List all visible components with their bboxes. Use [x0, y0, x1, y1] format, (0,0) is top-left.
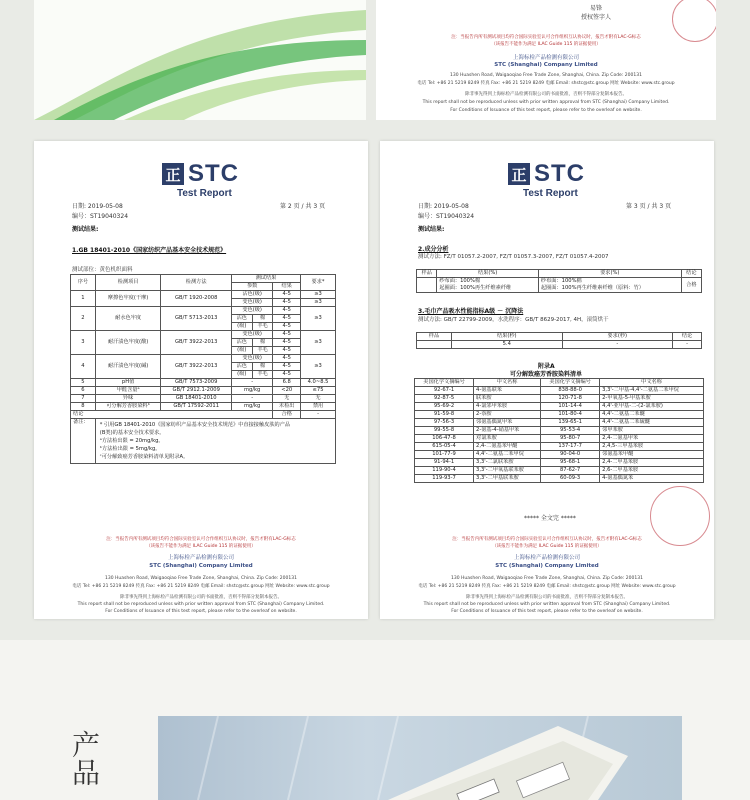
- conditions-note: For Conditions of Issuance of this test report, please refer to the overleaf on website.: [451, 609, 643, 614]
- amine-name: 邻氨基苯甲醚: [600, 451, 704, 459]
- table-row: [415, 475, 704, 483]
- stc-logo-text: STC: [534, 160, 585, 187]
- note-line: (B类)的基本安全技术要求。: [99, 430, 165, 436]
- cas-number: 99-55-8: [415, 427, 474, 435]
- product-photo: [158, 716, 682, 800]
- cas-number: 95-68-1: [541, 459, 600, 467]
- amine-name: 2-氨基-4-硝基甲苯: [474, 427, 541, 435]
- cell-line: 纱布面：100%棉: [439, 278, 481, 284]
- cell: 棉: [252, 339, 273, 347]
- signer-name: 易锋: [590, 5, 603, 12]
- notice-red: 注：当报告内所有测试项目均符合国际实验室认可合作组织互认协议时，报告才附有LAC-G标志: [106, 537, 296, 542]
- amine-name: 2,4-二甲基苯胺: [600, 459, 704, 467]
- header-name: 中文名称: [600, 379, 704, 387]
- report-date: 日期: 2019-05-08: [418, 203, 469, 210]
- table-row: [417, 278, 702, 293]
- cell: ≥3: [301, 299, 336, 307]
- copyright-cn: 除非事先得到上海标检产品检测有限公司的书面批准，否则不得部分复制本报告。: [466, 595, 628, 600]
- company-name-en: STC (Shanghai) Company Limited: [494, 62, 598, 68]
- cell: GB/T 5713-2013: [161, 307, 232, 331]
- page-number: 第 3 页 / 共 3 页: [626, 203, 672, 210]
- cas-number: 139-65-1: [541, 419, 600, 427]
- test-report-title: Test Report: [177, 188, 232, 199]
- cell: -: [673, 341, 702, 349]
- note-line: ᵇ方法检出限 = 5mg/kg。: [99, 446, 161, 452]
- cell: 4-5: [273, 323, 301, 331]
- report-page-2: [34, 141, 368, 619]
- cell: 羊毛: [252, 371, 273, 379]
- report-number: 编号：ST19040324: [72, 213, 129, 220]
- report-number: 编号：ST19040324: [418, 213, 475, 220]
- company-address: 130 Huashen Road, Waigaoqiao Free Trade Zone, Shanghai, China. Zip Code: 200131: [450, 73, 642, 78]
- header-req: 要求*: [301, 275, 336, 291]
- cas-number: 87-62-7: [541, 467, 600, 475]
- cas-number: 97-56-3: [415, 419, 474, 427]
- notes-label: 备注：: [71, 419, 96, 464]
- notes-row: [71, 419, 336, 464]
- cell: 5: [71, 379, 96, 387]
- header-cas: 美国化学文摘编号: [541, 379, 600, 387]
- notice-red-2: （该报告不能作为满足 ILAC Guide 115 的证据使用）: [146, 544, 256, 549]
- copyright-en: This report shall not be reproduced unless with prior written approval from STC (Shanghai) Company Limited.: [423, 602, 671, 607]
- company-contact: 电话 Tel: +86 21 5219 8249 传真 Fax: +86 21 5219 8249 电邮 Email: shstc@stc.group 网址 Website: www.stc.group: [417, 81, 675, 86]
- amine-name: 邻氨基偶氮甲苯: [474, 419, 541, 427]
- cell: <20: [273, 387, 301, 395]
- cas-number: 101-80-4: [541, 411, 600, 419]
- cell: GB/T 2912.1-2009: [161, 387, 232, 395]
- cell: 1: [71, 291, 96, 307]
- header-result: 结果(%): [437, 270, 539, 278]
- cas-number: 615-05-4: [415, 443, 474, 451]
- cas-number: 91-59-8: [415, 411, 474, 419]
- cell: 4.0~8.5: [301, 379, 336, 387]
- cell-line: 起圈面：100%再生纤维素纤维: [439, 285, 512, 291]
- signer-title: 授权签字人: [581, 14, 612, 21]
- note-line: ᵃ方法检出限 = 20mg/kg。: [99, 438, 164, 444]
- amine-name: 2,4-二氨基苯甲醚: [474, 443, 541, 451]
- company-name-cn: 上海标检产品检测有限公司: [167, 555, 234, 561]
- cas-number: 90-04-0: [541, 451, 600, 459]
- copyright-en: This report shall not be reproduced unless with prior written approval from STC (Shanghai) Company Limited.: [77, 602, 325, 607]
- cell: 变色(级): [231, 299, 272, 307]
- composition-table: [416, 269, 702, 293]
- table-row: [415, 443, 704, 451]
- company-name-en: STC (Shanghai) Company Limited: [495, 563, 599, 569]
- cell: 变色(级): [231, 307, 272, 315]
- header-req: 要求(%): [538, 270, 681, 278]
- cell: 耐汗渍色牢度(酸): [95, 331, 161, 355]
- amine-name: 4,4'-二氨基二苯甲烷: [474, 451, 541, 459]
- cell: mg/kg: [231, 403, 272, 411]
- notice-red-2: （该报告不能作为满足 ILAC Guide 115 的证据使用）: [491, 42, 601, 47]
- cell: 8: [71, 403, 96, 411]
- section-2-method: 测试方法: FZ/T 01057.2-2007, FZ/T 01057.3-2007, FZ/T 01057.4-2007: [418, 254, 609, 260]
- cell: 沾色: [231, 363, 252, 371]
- amine-name: 联苯胺: [474, 395, 541, 403]
- results-label: 测试结果:: [418, 226, 445, 233]
- report-page-1-bottom: [376, 0, 716, 120]
- conditions-note: For Conditions of Issuance of this test report, please refer to the overleaf on website.: [450, 108, 642, 113]
- cell: (级): [231, 347, 252, 355]
- amine-name: 3,3'-二甲氧基联苯胺: [474, 467, 541, 475]
- cell: ≥3: [301, 355, 336, 379]
- decorative-banner: [34, 0, 366, 120]
- cell: 羊毛: [252, 347, 273, 355]
- notice-red-2: （该报告不能作为满足 ILAC Guide 115 的证据使用）: [492, 544, 602, 549]
- stc-logo-text: STC: [188, 160, 239, 187]
- header-name: 中文名称: [474, 379, 541, 387]
- cas-number: 95-80-7: [541, 435, 600, 443]
- table-row: [417, 341, 702, 349]
- cell: GB/T 3922-2013: [161, 355, 232, 379]
- cell: 6: [71, 387, 96, 395]
- amine-name: 4-氨基偶氮苯: [600, 475, 704, 483]
- test-report-title: Test Report: [523, 188, 578, 199]
- table-row: [71, 307, 336, 315]
- cell: ≥3: [301, 307, 336, 331]
- notice-red: 注：当报告内所有测试项目均符合国际实验室认可合作组织互认协议时，报告才附有LAC-G标志: [451, 35, 641, 40]
- cell: GB/T 17592-2011: [161, 403, 232, 411]
- header-concl: 结论: [681, 270, 701, 278]
- cell: 4-5: [273, 307, 301, 315]
- conditions-note: For Conditions of Issuance of this test report, please refer to the overleaf on website.: [105, 609, 297, 614]
- report-date: 日期: 2019-05-08: [72, 203, 123, 210]
- table-row: [71, 355, 336, 363]
- table-row: [415, 403, 704, 411]
- cell: 6.8: [273, 379, 301, 387]
- product-photo-graphic: [158, 716, 682, 800]
- cell-line: 起圈面：100%再生纤维素纤维（原料：竹）: [540, 285, 644, 291]
- cell: 5.4: [452, 341, 563, 349]
- amine-name: 4-氨基联苯: [474, 387, 541, 395]
- cell: 合格: [681, 278, 701, 293]
- table-row: [71, 395, 336, 403]
- cell: 耐汗渍色牢度(碱): [95, 355, 161, 379]
- cell: 4-5: [273, 299, 301, 307]
- table-row: [71, 379, 336, 387]
- header-result: 结果(秒): [452, 333, 563, 341]
- cell: 4-5: [273, 331, 301, 339]
- cell: 异味: [95, 395, 161, 403]
- cas-number: 106-47-8: [415, 435, 474, 443]
- cell: 耐水色牢度: [95, 307, 161, 331]
- cas-number: 60-09-3: [541, 475, 600, 483]
- cell: 4-5: [273, 371, 301, 379]
- cell: ≥3: [301, 291, 336, 299]
- amine-name: 2,4,5-三甲基苯胺: [600, 443, 704, 451]
- cas-number: 838-88-0: [541, 387, 600, 395]
- copyright-cn: 除非事先得到上海标检产品检测有限公司的书面批准，否则不得部分复制本报告。: [120, 595, 282, 600]
- header-results: 测试结果: [231, 275, 300, 283]
- cell: [417, 278, 437, 293]
- report-page-3: [380, 141, 714, 619]
- safety-test-table: [70, 274, 336, 464]
- cell: 3: [71, 331, 96, 355]
- amine-name: 4,4'-二氨基二苯醚: [600, 411, 704, 419]
- header-req: 要求(秒): [562, 333, 673, 341]
- header-result: 结果: [273, 283, 301, 291]
- company-contact: 电话 Tel: +86 21 5219 8249 传真 Fax: +86 21 5219 8249 电邮 Email: shstc@stc.group 网址 Website: www.stc.group: [418, 584, 676, 589]
- table-row: [415, 419, 704, 427]
- page-number: 第 2 页 / 共 3 页: [280, 203, 326, 210]
- table-row: [71, 403, 336, 411]
- section-1-title: 1.GB 18401-2010《国家纺织产品基本安全技术规范》: [72, 247, 227, 254]
- cell: pH值: [95, 379, 161, 387]
- cell: 7: [71, 395, 96, 403]
- cas-number: 92-87-5: [415, 395, 474, 403]
- cas-number: 137-17-7: [541, 443, 600, 451]
- company-name-cn: 上海标检产品检测有限公司: [513, 555, 580, 561]
- cell: -: [231, 379, 272, 387]
- company-contact: 电话 Tel: +86 21 5219 8249 传真 Fax: +86 21 5219 8249 电邮 Email: shstc@stc.group 网址 Website: www.stc.group: [72, 584, 330, 589]
- company-name-cn: 上海标检产品检测有限公司: [512, 55, 579, 61]
- cell: 无: [273, 395, 301, 403]
- copyright-en: This report shall not be reproduced unless with prior written approval from STC (Shanghai) Company Limited.: [422, 100, 670, 105]
- amine-name: 邻甲苯胺: [600, 427, 704, 435]
- cell: 未检出: [273, 403, 301, 411]
- stc-logo-icon: 正: [162, 163, 184, 185]
- amine-name: 4,4'-二氨基二苯硫醚: [600, 419, 704, 427]
- header-params: 参数: [231, 283, 272, 291]
- section-2-title: 2.成分分析: [418, 246, 449, 253]
- table-row: [71, 331, 336, 339]
- green-swoosh-graphic: [34, 0, 366, 120]
- cas-number: 119-93-7: [415, 475, 474, 483]
- appendix-title: 附录A: [538, 363, 555, 370]
- cell: -: [231, 395, 272, 403]
- table-row: [415, 387, 704, 395]
- cell: 2: [71, 307, 96, 331]
- cell: ≤75: [301, 387, 336, 395]
- header-seq: 序号: [71, 275, 96, 291]
- table-row: [415, 451, 704, 459]
- cell: -: [301, 411, 336, 419]
- appendix-subtitle: 可分解致癌芳香胺染料清单: [510, 371, 583, 378]
- amine-list-table: [414, 378, 704, 483]
- results-label: 测试结果:: [72, 226, 99, 233]
- cell: ≥3: [301, 331, 336, 355]
- cell: GB/T 3922-2013: [161, 331, 232, 355]
- section-3-method: 测试方法: GB/T 22799-2009，水洗程序：GB/T 8629-2017, 4H，滚筒烘干: [418, 317, 609, 323]
- section-3-title: 3.毛巾产品吸水性能指标A级 － 沉降法: [418, 308, 524, 315]
- cell: 羊毛: [252, 323, 273, 331]
- amine-name: 4,4'-亚甲基-二-(2-氯苯胺): [600, 403, 704, 411]
- cas-number: 95-69-2: [415, 403, 474, 411]
- header-cas: 美国化学文摘编号: [415, 379, 474, 387]
- end-of-report: ***** 全文完 *****: [524, 515, 576, 522]
- cell: 沾色(级): [231, 291, 272, 299]
- header-method: 检测方法: [161, 275, 232, 291]
- cell: 摩擦色牢度(干摩): [95, 291, 161, 307]
- cell: 棉: [252, 315, 273, 323]
- table-row: [415, 435, 704, 443]
- copyright-cn: 除非事先得到上海标检产品检测有限公司的书面批准，否则不得部分复制本报告。: [465, 92, 627, 97]
- amine-name: 2-萘胺: [474, 411, 541, 419]
- cell: 4: [71, 355, 96, 379]
- cas-number: 101-77-9: [415, 451, 474, 459]
- absorption-table: [416, 332, 702, 349]
- conclusion-value: 合格: [273, 411, 301, 419]
- company-name-en: STC (Shanghai) Company Limited: [149, 563, 253, 569]
- cell: 4-5: [273, 355, 301, 363]
- note-line: * 引用GB 18401-2010《国家纺织产品基本安全技术规范》中直接接触皮肤的产品: [99, 422, 291, 428]
- header-item: 检测项目: [95, 275, 161, 291]
- table-row: [415, 395, 704, 403]
- cell: 无: [301, 395, 336, 403]
- amine-name: 2,6-二甲基苯胺: [600, 467, 704, 475]
- cell: 甲醛含量ᵃ: [95, 387, 161, 395]
- cas-number: 95-53-4: [541, 427, 600, 435]
- table-row: [415, 467, 704, 475]
- cell: 沾色: [231, 315, 252, 323]
- header-concl: 结论: [673, 333, 702, 341]
- amine-name: 4-氯邻甲苯胺: [474, 403, 541, 411]
- cas-number: 119-90-4: [415, 467, 474, 475]
- table-row: [415, 427, 704, 435]
- cell-line: 纱布面：100%棉: [540, 278, 582, 284]
- conclusion-label: 结论: [71, 411, 273, 419]
- cell: 4-5: [273, 339, 301, 347]
- company-address: 130 Huashen Road, Waigaoqiao Free Trade Zone, Shanghai, China. Zip Code: 200131: [105, 576, 297, 581]
- cell: 变色(级): [231, 331, 272, 339]
- table-row: [415, 459, 704, 467]
- notice-red: 注：当报告内所有测试项目均符合国际实验室认可合作组织互认协议时，报告才附有LAC-G标志: [452, 537, 642, 542]
- product-section-title: 产品: [68, 730, 101, 786]
- cas-number: 120-71-8: [541, 395, 600, 403]
- cell: 沾色: [231, 339, 252, 347]
- cell: -: [562, 341, 673, 349]
- conclusion-row: [71, 411, 336, 419]
- test-part: 测试部位：黄色机织面料: [72, 267, 133, 273]
- cell: 棉: [252, 363, 273, 371]
- cas-number: 91-94-1: [415, 459, 474, 467]
- cell: GB 18401-2010: [161, 395, 232, 403]
- amine-name: 3,3'-二甲基联苯胺: [474, 475, 541, 483]
- cell: (级): [231, 323, 252, 331]
- header-sample: 样品: [417, 333, 452, 341]
- cell: 禁用: [301, 403, 336, 411]
- stc-logo-icon: 正: [508, 163, 530, 185]
- cell: mg/kg: [231, 387, 272, 395]
- note-line: ᶜ可分解致癌芳香胺染料清单见附录A。: [99, 454, 189, 460]
- cas-number: 92-67-1: [415, 387, 474, 395]
- cell: 4-5: [273, 347, 301, 355]
- cell: 变色(级): [231, 355, 272, 363]
- cell: 4-5: [273, 291, 301, 299]
- stc-logo: [162, 161, 239, 187]
- header-sample: 样品: [417, 270, 437, 278]
- cas-number: 101-14-4: [541, 403, 600, 411]
- amine-name: 2,4-二氨基甲苯: [600, 435, 704, 443]
- cell: 4-5: [273, 315, 301, 323]
- company-address: 130 Huashen Road, Waigaoqiao Free Trade Zone, Shanghai, China. Zip Code: 200131: [451, 576, 643, 581]
- amine-name: 3,3'-二甲基-4,4'-二氨基二苯甲烷: [600, 387, 704, 395]
- cell: GB/T 7573-2009: [161, 379, 232, 387]
- cell: (级): [231, 371, 252, 379]
- table-row: [71, 291, 336, 299]
- table-row: [415, 411, 704, 419]
- cell: [417, 341, 452, 349]
- cell: 4-5: [273, 363, 301, 371]
- cell: GB/T 1920-2008: [161, 291, 232, 307]
- cell: 可分解芳香胺染料ᵇ: [95, 403, 161, 411]
- stc-logo: [508, 161, 585, 187]
- amine-name: 3,3'-二氯联苯胺: [474, 459, 541, 467]
- amine-name: 对氯苯胺: [474, 435, 541, 443]
- table-row: [71, 387, 336, 395]
- amine-name: 2-甲氧基-5-甲基苯胺: [600, 395, 704, 403]
